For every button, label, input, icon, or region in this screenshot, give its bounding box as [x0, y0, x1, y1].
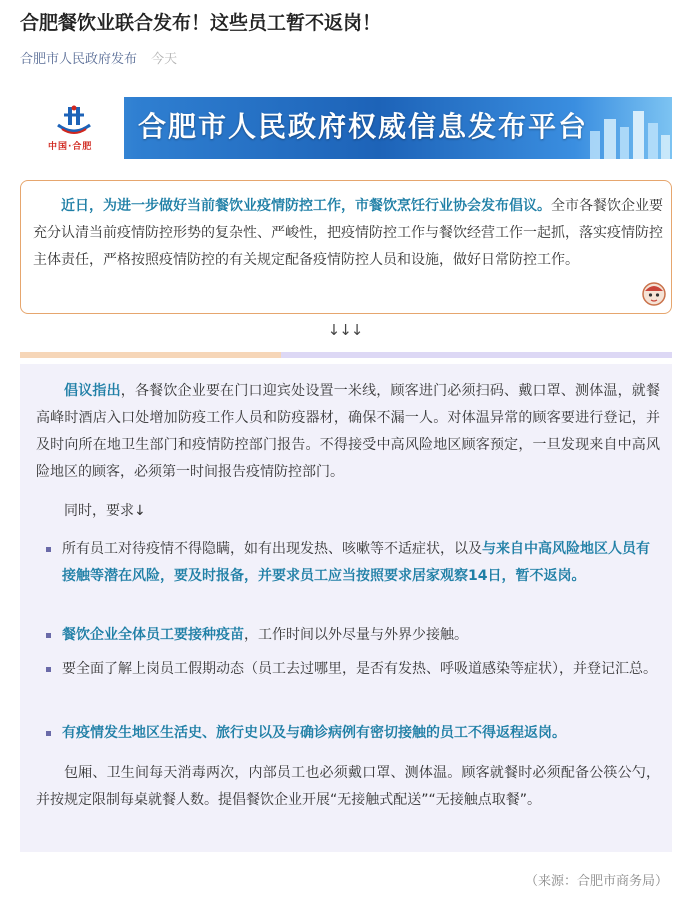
bullet-1-highlight: 与来自中高风险地区人员有接触等潜在风险，要及时报备，并要求员工应当按照要求居家观察14日，暂不返岗。 — [62, 541, 650, 584]
bullet-2-text: ，工作时间以外尽量与外界少接触。 — [244, 627, 468, 643]
content-panel — [20, 364, 672, 852]
list-item — [46, 622, 662, 649]
divider-right — [281, 352, 672, 358]
notice-paragraph — [33, 193, 663, 274]
city-skyline-icon — [582, 97, 672, 159]
logo-text: 中国·合肥 — [48, 142, 93, 152]
article-source-link[interactable]: 合肥市人民政府发布 — [20, 52, 138, 67]
banner-title: 合肥市人民政府权威信息发布平台 — [138, 110, 589, 143]
bullet-1-text: 所有员工对待疫情不得隐瞒，如有出现发热、咳嗽等不适症状，以及 — [62, 541, 482, 557]
notice-text: 全市各餐饮企业要充分认清当前疫情防控形势的复杂性、严峻性，把疫情防控工作与餐饮经营工作一起抓，落实疫情防控主体责任，严格按照疫情防控的有关规定配备疫情防控人员和设施，做好日常防控工作。 — [33, 198, 663, 268]
paragraph-disinfection: 包厢、卫生间每天消毒两次，内部员工也必须戴口罩、测体温。顾客就餐时必须配备公筷公勺，并按规定限制每桌就餐人数。提倡餐饮企业开展“无接触式配送”“无接触点取餐”。 — [36, 765, 660, 808]
initiative-highlight: 倡议指出 — [64, 383, 121, 399]
article-title: 合肥餐饮业联合发布！这些员工暂不返岗！ — [20, 12, 382, 34]
bullet-2-highlight: 餐饮企业全体员工要接种疫苗 — [62, 627, 244, 643]
source-credit: （来源：合肥市商务局） — [524, 874, 668, 889]
bullet-4-highlight: 有疫情发生地区生活史、旅行史以及与确诊病例有密切接触的员工不得返程返岗。 — [62, 725, 566, 741]
down-arrows: ↓↓↓ — [327, 321, 363, 339]
notice-highlight: 近日，为进一步做好当前餐饮业疫情防控工作，市餐饮烹饪行业协会发布倡议。 — [61, 198, 551, 214]
paragraph-requirements: 同时，要求↓ — [64, 503, 146, 519]
initiative-text: ，各餐饮企业要在门口迎宾处设置一米线，顾客进门必须扫码、戴口罩、测体温，就餐高峰时酒店入口处增加防疫工作人员和防疫器材，确保不漏一人。对体温异常的顾客要进行登记，并及时向所在地卫生部门和疫情防控部门报告。不得接受中高风险地区顾客预定，一旦发现来自中高风险地区的顾客，必须第一时间报告疫情防控部门。 — [36, 383, 660, 480]
list-item — [46, 720, 662, 747]
logo-area — [20, 97, 124, 159]
list-item — [46, 536, 662, 590]
divider-left — [20, 352, 281, 358]
article-date: 今天 — [151, 52, 178, 67]
article-meta — [20, 50, 177, 70]
paragraph-initiative — [36, 378, 660, 486]
section-divider — [20, 352, 672, 358]
notice-box — [20, 180, 672, 314]
cartoon-face-icon — [641, 281, 667, 307]
platform-banner — [20, 97, 672, 159]
hefei-logo-icon — [54, 103, 94, 137]
bullet-3-text: 要全面了解上岗员工假期动态（员工去过哪里，是否有发热、呼吸道感染等症状），并登记汇总。 — [62, 661, 657, 677]
list-item — [46, 656, 662, 683]
